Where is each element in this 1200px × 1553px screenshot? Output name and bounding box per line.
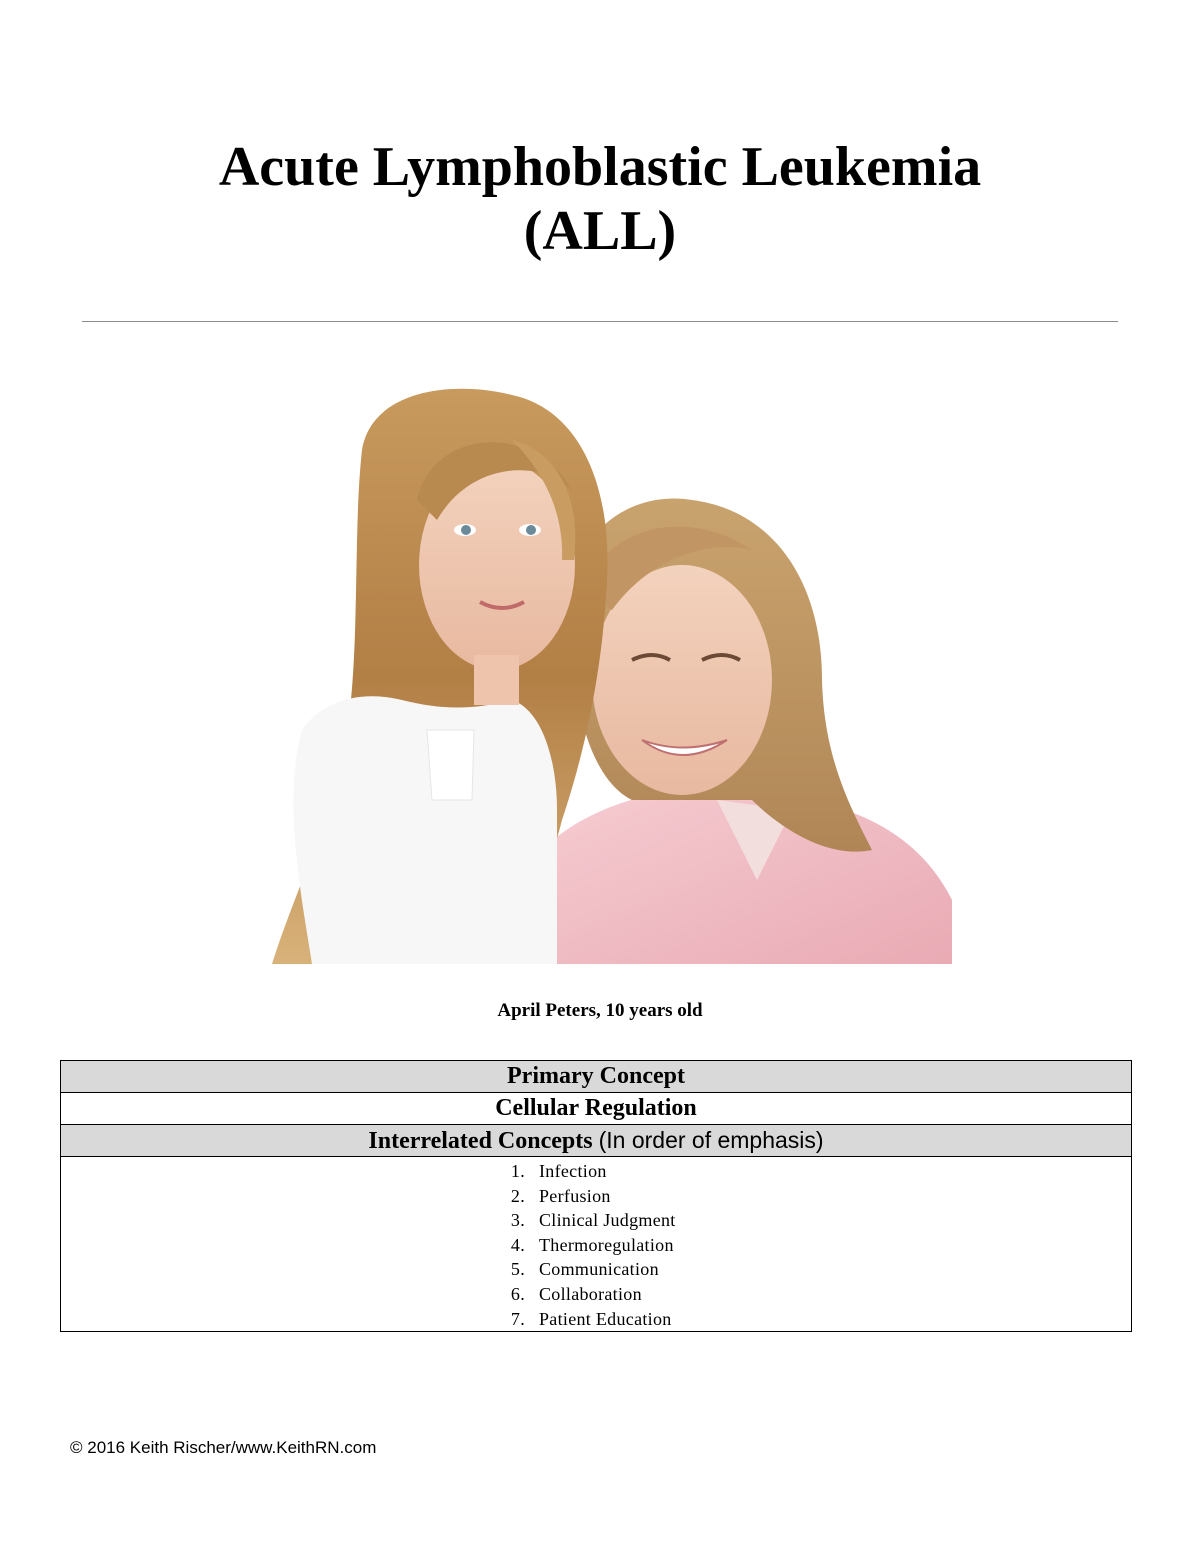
list-item-number: 2. — [510, 1185, 525, 1206]
document-title — [0, 135, 1200, 263]
list-item — [61, 1159, 1131, 1184]
list-item-number: 7. — [510, 1308, 525, 1329]
list-item-label: Collaboration — [539, 1283, 642, 1304]
list-item — [61, 1282, 1131, 1307]
list-item-label: Thermoregulation — [539, 1234, 674, 1255]
list-item-number: 5. — [510, 1259, 525, 1280]
concept-table — [60, 1060, 1132, 1332]
primary-concept-value-row — [61, 1093, 1132, 1125]
primary-concept-value: Cellular Regulation — [61, 1093, 1132, 1125]
portrait-photo — [212, 380, 998, 964]
interrelated-concepts-list — [61, 1157, 1131, 1331]
list-item-label: Clinical Judgment — [539, 1210, 676, 1231]
interrelated-concepts-heading-cell — [61, 1125, 1132, 1157]
horizontal-rule — [82, 321, 1118, 322]
interrelated-concepts-header-row — [61, 1125, 1132, 1157]
copyright-footer: © 2016 Keith Rischer/www.KeithRN.com — [70, 1438, 377, 1457]
list-item-number: 1. — [510, 1161, 525, 1181]
list-item-label: Perfusion — [539, 1185, 611, 1206]
list-item — [61, 1208, 1131, 1233]
list-item — [61, 1307, 1131, 1332]
photo-caption: April Peters, 10 years old — [497, 1000, 703, 1021]
list-item — [61, 1257, 1131, 1282]
list-item-number: 4. — [510, 1234, 525, 1255]
interrelated-concepts-heading: Interrelated Concepts — [368, 1127, 593, 1154]
primary-concept-header-row — [61, 1061, 1132, 1093]
interrelated-concepts-list-cell — [61, 1157, 1132, 1332]
list-item-number: 6. — [510, 1283, 525, 1304]
list-item-number: 3. — [510, 1210, 525, 1231]
list-item-label: Infection — [539, 1161, 607, 1181]
list-item — [61, 1233, 1131, 1258]
interrelated-concepts-list-row — [61, 1157, 1132, 1332]
primary-concept-heading: Primary Concept — [61, 1061, 1132, 1093]
interrelated-concepts-note: (In order of emphasis) — [598, 1126, 824, 1153]
list-item — [61, 1184, 1131, 1209]
list-item-label: Communication — [539, 1259, 659, 1280]
title-line-1: Acute Lymphoblastic Leukemia — [218, 136, 982, 198]
list-item-label: Patient Education — [539, 1308, 672, 1329]
title-line-2: (ALL) — [523, 200, 677, 262]
